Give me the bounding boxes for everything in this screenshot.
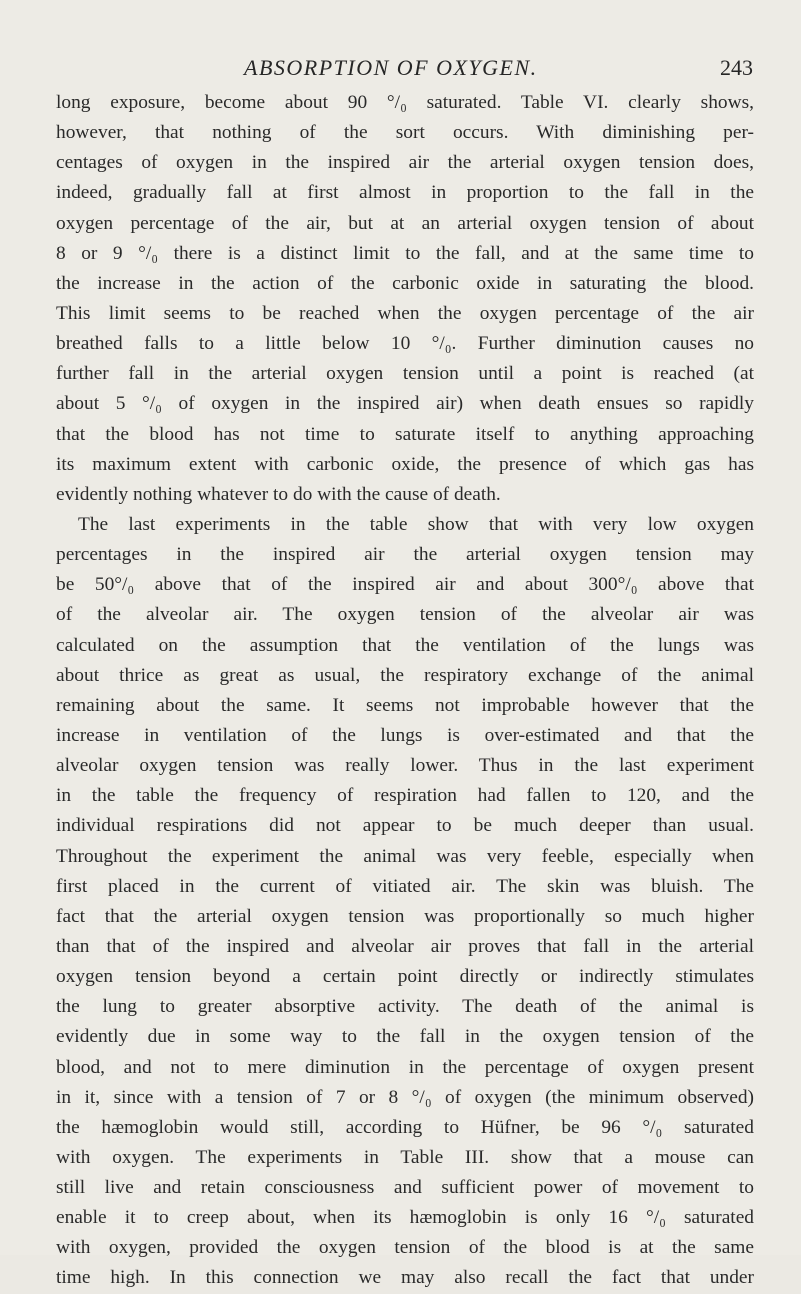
text-line: breathed falls to a little below 10 °/₀. Further diminution causes no [56,333,754,355]
text-line: Throughout the experiment the animal was very feeble, especially when [56,845,754,867]
text-line: This limit seems to be reached when the oxygen percentage of the air [56,302,754,324]
paragraph-end-line: evidently nothing whatever to do with the cause of death. [56,483,501,505]
text-line: first placed in the current of vitiated air. The skin was bluish. The [56,875,754,897]
text-line: that the blood has not time to saturate itself to anything approaching [56,423,754,445]
text-line: calculated on the assumption that the ventilation of the lungs was [56,634,754,656]
text-line: 8 or 9 °/₀ there is a distinct limit to the fall, and at the same time to [56,242,754,264]
text-line: enable it to creep about, when its hæmoglobin is only 16 °/₀ saturated [56,1207,754,1229]
text-line: blood, and not to mere diminution in the percentage of oxygen present [56,1056,754,1078]
text-line: long exposure, become about 90 °/₀ saturated. Table VI. clearly shows, [56,92,754,113]
text-line: remaining about the same. It seems not improbable however that the [56,694,754,716]
text-line: in it, since with a tension of 7 or 8 °/₀ of oxygen (the minimum observed) [56,1086,754,1108]
running-title: ABSORPTION OF OXYGEN. [244,55,538,80]
text-line: the lung to greater absorptive activity. The death of the animal is [56,996,754,1018]
page-number: 243 [720,55,753,80]
text-line: indeed, gradually fall at first almost in proportion to the fall in the [56,182,754,204]
text-line: centages of oxygen in the inspired air the arterial oxygen tension does, [56,152,754,174]
text-line: fact that the arterial oxygen tension was proportionally so much higher [56,905,754,927]
text-line: alveolar oxygen tension was really lower. Thus in the last experiment [56,755,754,777]
text-line: than that of the inspired and alveolar air proves that fall in the arterial [56,935,754,957]
text-line: the hæmoglobin would still, according to Hüfner, be 96 °/₀ saturated [56,1116,754,1138]
body-text [56,88,754,1294]
text-line: about 5 °/₀ of oxygen in the inspired air) when death ensues so rapidly [56,393,754,415]
text-line: of the alveolar air. The oxygen tension of the alveolar air was [56,604,754,626]
text-line: in the table the frequency of respiration had fallen to 120, and the [56,785,754,807]
text-line: oxygen tension beyond a certain point directly or indirectly stimulates [56,966,754,988]
text-line: with oxygen, provided the oxygen tension of the blood is at the same [56,1237,754,1259]
text-line: individual respirations did not appear to be much deeper than usual. [56,815,754,837]
text-line: be 50°/₀ above that of the inspired air and about 300°/₀ above that [56,574,754,596]
text-line: the increase in the action of the carbonic oxide in saturating the blood. [56,272,754,294]
text-line: evidently due in some way to the fall in the oxygen tension of the [56,1026,754,1048]
text-line: oxygen percentage of the air, but at an arterial oxygen tension of about [56,212,754,234]
text-line: about thrice as great as usual, the respiratory exchange of the animal [56,664,754,686]
text-line: time high. In this connection we may also recall the fact that under [56,1267,754,1289]
text-line: increase in ventilation of the lungs is over-estimated and that the [56,724,754,746]
text-line: percentages in the inspired air the arterial oxygen tension may [56,544,754,566]
text-line: with oxygen. The experiments in Table III. show that a mouse can [56,1146,754,1168]
text-line: further fall in the arterial oxygen tension until a point is reached (at [56,363,754,385]
paragraph-start-line: The last experiments in the table show that with very low oxygen [78,513,754,535]
text-line: however, that nothing of the sort occurs. With diminishing per- [56,122,754,144]
text-line: its maximum extent with carbonic oxide, the presence of which gas has [56,453,754,475]
text-line: still live and retain consciousness and sufficient power of movement to [56,1177,754,1199]
